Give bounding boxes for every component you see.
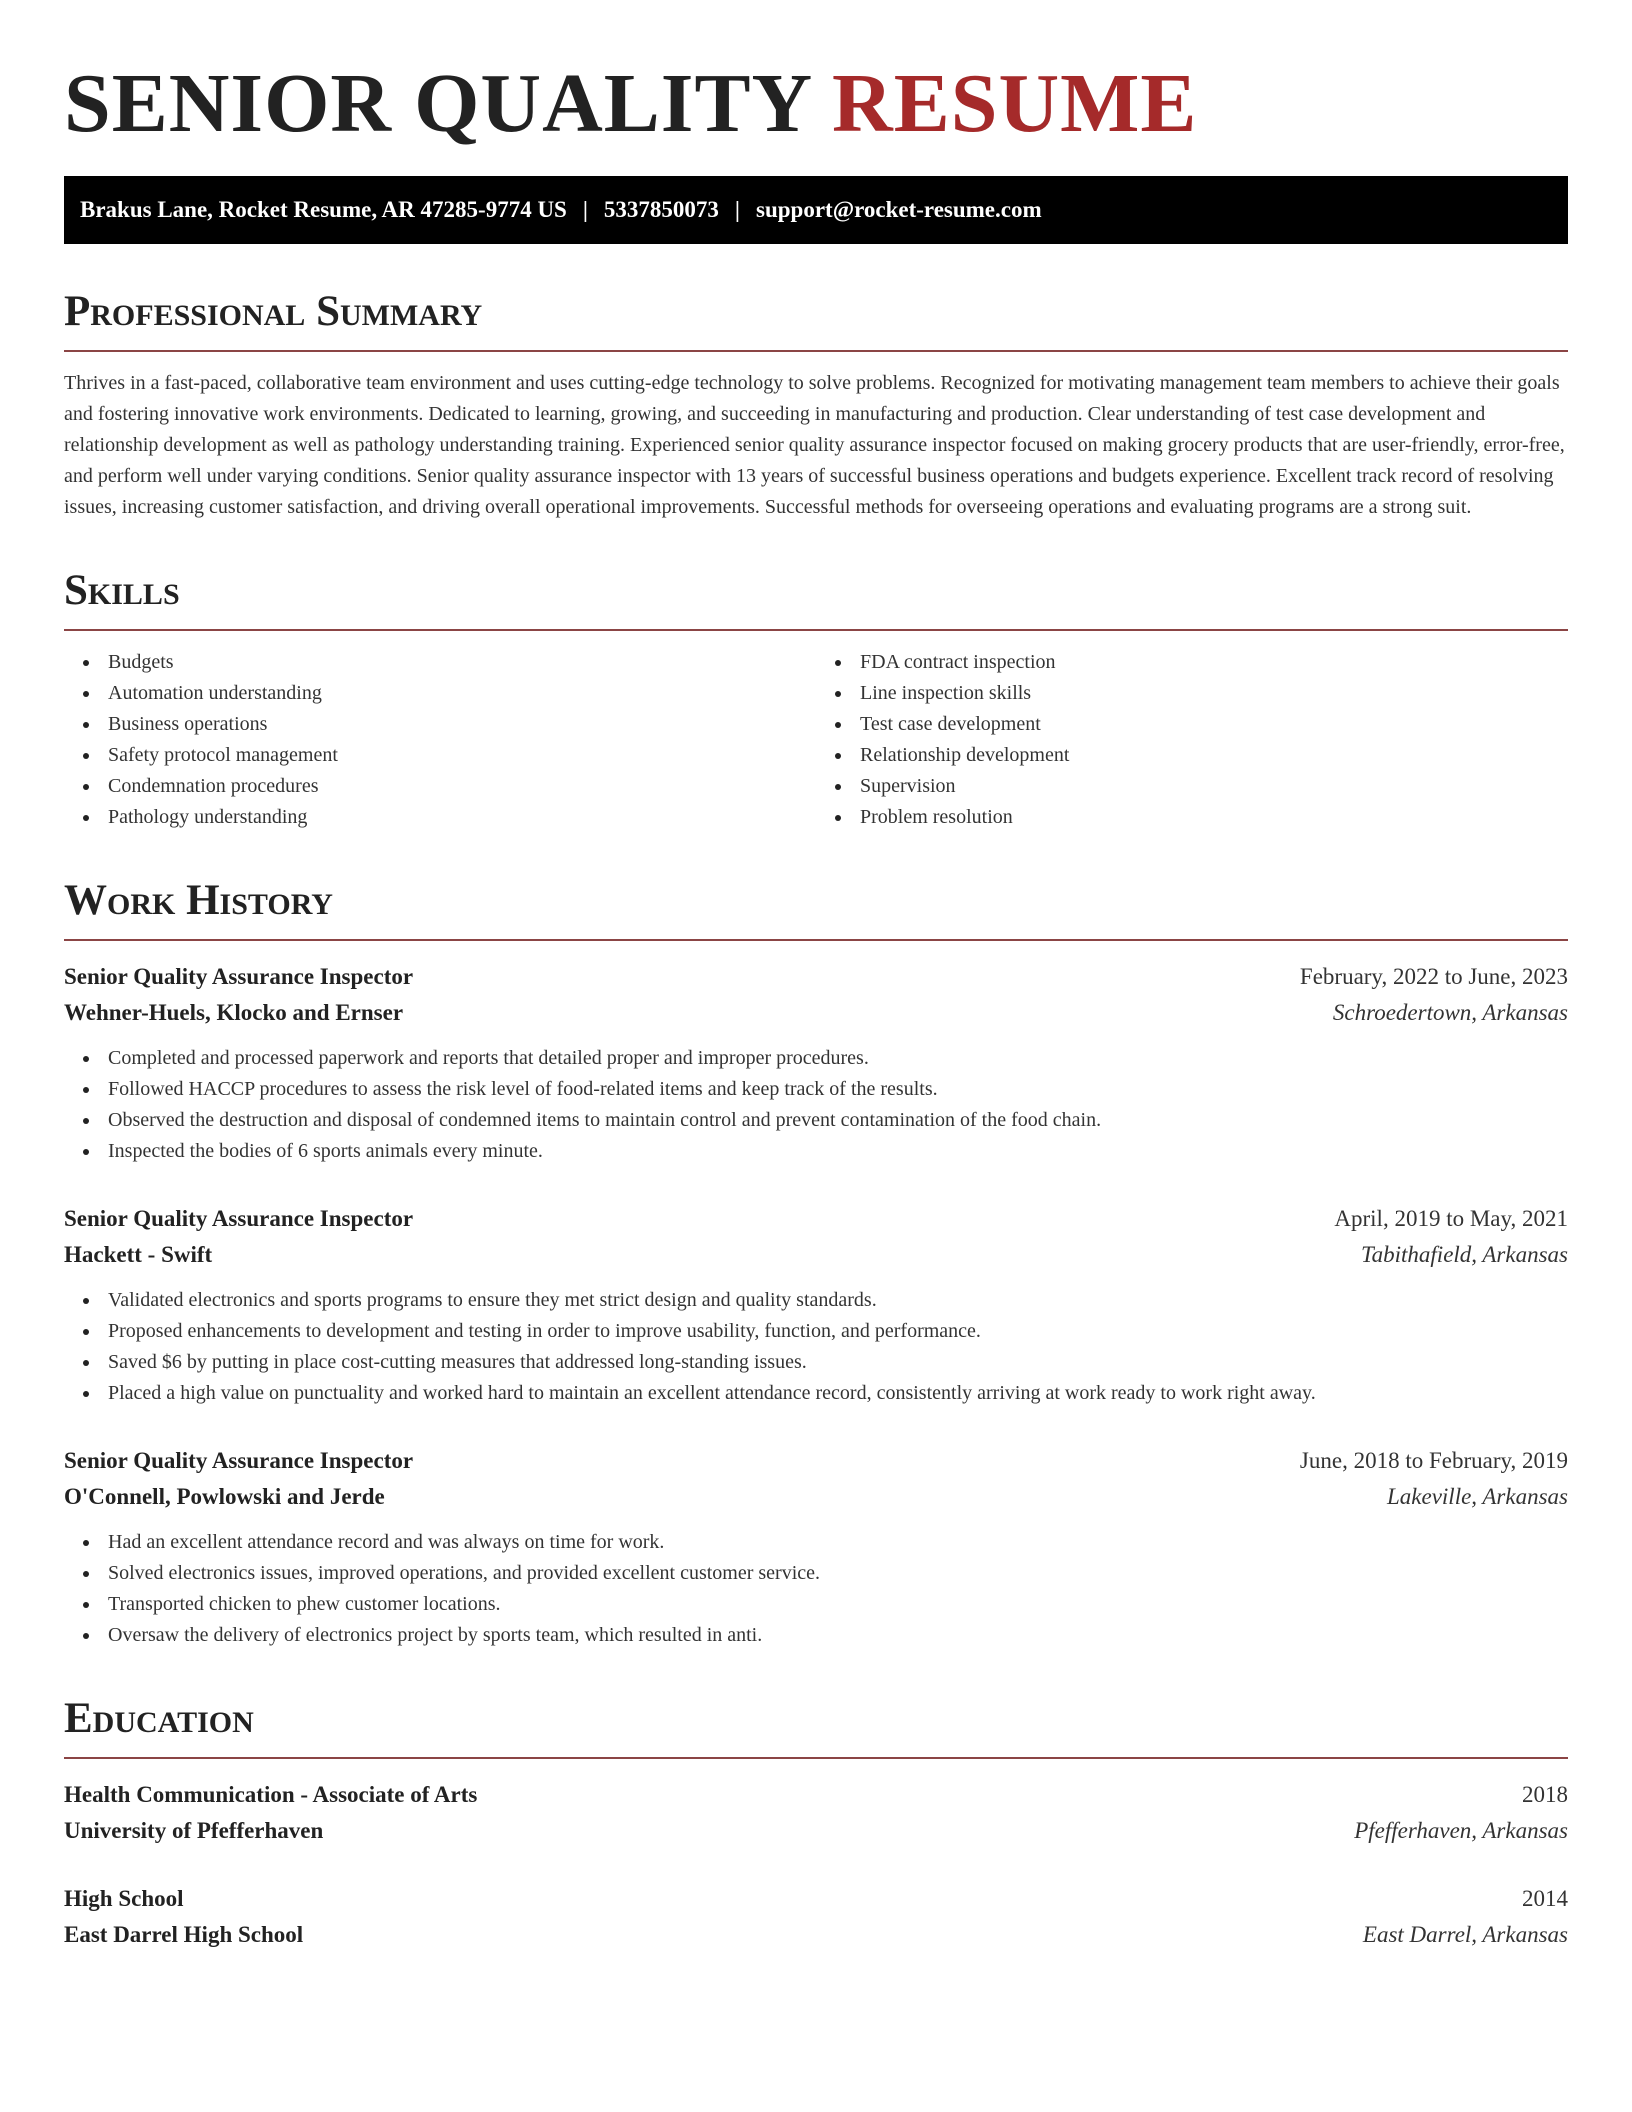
duty-item: Placed a high value on punctuality and worked hard to maintain an excellent attendance record, consistently arriving at work ready to work right away. <box>108 1378 1568 1409</box>
contact-address: Brakus Lane, Rocket Resume, AR 47285-9774 US <box>80 197 567 222</box>
job-dates: February, 2022 to June, 2023 <box>1299 964 1568 989</box>
contact-separator: | <box>582 197 588 222</box>
job-entry <box>64 959 1568 1167</box>
job-title: Senior Quality Assurance Inspector <box>64 1206 414 1231</box>
duty-item: Oversaw the delivery of electronics project by sports team, which resulted in anti. <box>108 1620 1568 1651</box>
skill-item: Problem resolution <box>860 802 1568 833</box>
job-duties <box>64 1285 1568 1409</box>
job-location: Lakeville, Arkansas <box>1387 1484 1568 1509</box>
job-entry <box>64 1201 1568 1409</box>
job-location: Tabithafield, Arkansas <box>1360 1242 1568 1267</box>
job-title: Senior Quality Assurance Inspector <box>64 1448 414 1473</box>
education-entry <box>64 1881 1568 1953</box>
education-degree: High School <box>64 1886 184 1911</box>
skills-columns <box>64 647 1568 833</box>
education-entry <box>64 1777 1568 1849</box>
job-company-row <box>64 1237 1568 1273</box>
job-dates: April, 2019 to May, 2021 <box>1334 1206 1568 1231</box>
education-location: Pfefferhaven, Arkansas <box>1354 1818 1568 1843</box>
education-school-row <box>64 1813 1568 1849</box>
summary-heading: Professional Summary <box>64 288 1568 352</box>
education-section <box>64 1695 1568 1953</box>
skill-item: Condemnation procedures <box>108 771 816 802</box>
skill-item: Automation understanding <box>108 678 816 709</box>
job-duties <box>64 1527 1568 1651</box>
work-history-section <box>64 877 1568 1651</box>
duty-item: Observed the destruction and disposal of condemned items to maintain control and prevent contamination of the food chain. <box>108 1105 1568 1136</box>
job-duties <box>64 1043 1568 1167</box>
job-company-row <box>64 1479 1568 1515</box>
job-title-row <box>64 1443 1568 1479</box>
job-title-row <box>64 1201 1568 1237</box>
skill-item: Relationship development <box>860 740 1568 771</box>
job-location: Schroedertown, Arkansas <box>1332 1000 1568 1025</box>
skill-item: Budgets <box>108 647 816 678</box>
job-company: O'Connell, Powlowski and Jerde <box>64 1484 385 1509</box>
duty-item: Proposed enhancements to development and testing in order to improve usability, function, and performance. <box>108 1316 1568 1347</box>
job-title-row <box>64 959 1568 995</box>
job-entry <box>64 1443 1568 1651</box>
skills-heading: Skills <box>64 567 1568 631</box>
skill-item: Safety protocol management <box>108 740 816 771</box>
education-school: East Darrel High School <box>64 1922 304 1947</box>
education-degree-row <box>64 1881 1568 1917</box>
duty-item: Saved $6 by putting in place cost-cutting measures that addressed long-standing issues. <box>108 1347 1568 1378</box>
duty-item: Completed and processed paperwork and reports that detailed proper and improper procedures. <box>108 1043 1568 1074</box>
skill-item: FDA contract inspection <box>860 647 1568 678</box>
duty-item: Solved electronics issues, improved operations, and provided excellent customer service. <box>108 1558 1568 1589</box>
summary-section <box>64 288 1568 523</box>
job-dates: June, 2018 to February, 2019 <box>1299 1448 1568 1473</box>
skill-item: Test case development <box>860 709 1568 740</box>
duty-item: Had an excellent attendance record and was always on time for work. <box>108 1527 1568 1558</box>
education-degree: Health Communication - Associate of Arts <box>64 1782 478 1807</box>
duty-item: Validated electronics and sports programs to ensure they met strict design and quality standards. <box>108 1285 1568 1316</box>
title-part-accent: RESUME <box>832 57 1198 150</box>
education-school: University of Pfefferhaven <box>64 1818 324 1843</box>
contact-separator: | <box>734 197 740 222</box>
skills-section <box>64 567 1568 833</box>
job-company: Wehner-Huels, Klocko and Ernser <box>64 1000 404 1025</box>
contact-email: support@rocket-resume.com <box>756 197 1042 222</box>
contact-phone: 5337850073 <box>603 197 719 222</box>
duty-item: Inspected the bodies of 6 sports animals every minute. <box>108 1136 1568 1167</box>
skills-list-left <box>64 647 816 833</box>
work-history-heading: Work History <box>64 877 1568 941</box>
summary-text: Thrives in a fast-paced, collaborative team environment and uses cutting-edge technology to solve problems. Recognized for motivating management team members to achieve their goals and fostering innovative work environments. Dedicated to learning, growing, and succeeding in manufacturing and production. Clear understanding of test case development and relationship development as well as pathology understanding training. Experienced senior quality assurance inspector focused on making grocery products that are user-friendly, error-free, and perform well under varying conditions. Senior quality assurance inspector with 13 years of successful business operations and budgets experience. Excellent track record of resolving issues, increasing customer satisfaction, and driving overall operational improvements. Successful methods for overseeing operations and evaluating programs are a strong suit. <box>64 372 1565 518</box>
resume-title <box>64 56 1568 152</box>
duty-item: Followed HACCP procedures to assess the risk level of food-related items and keep track of the results. <box>108 1074 1568 1105</box>
skill-item: Business operations <box>108 709 816 740</box>
job-company: Hackett - Swift <box>64 1242 213 1267</box>
skills-list-right <box>816 647 1568 833</box>
education-school-row <box>64 1917 1568 1953</box>
education-degree-row <box>64 1777 1568 1813</box>
job-title: Senior Quality Assurance Inspector <box>64 964 414 989</box>
skill-item: Pathology understanding <box>108 802 816 833</box>
skill-item: Supervision <box>860 771 1568 802</box>
education-year: 2014 <box>1522 1886 1568 1911</box>
job-company-row <box>64 995 1568 1031</box>
title-part-main: SENIOR QUALITY <box>64 57 833 150</box>
education-location: East Darrel, Arkansas <box>1362 1922 1568 1947</box>
education-year: 2018 <box>1522 1782 1568 1807</box>
education-heading: Education <box>64 1695 1568 1759</box>
contact-bar <box>64 176 1568 244</box>
duty-item: Transported chicken to phew customer locations. <box>108 1589 1568 1620</box>
skill-item: Line inspection skills <box>860 678 1568 709</box>
